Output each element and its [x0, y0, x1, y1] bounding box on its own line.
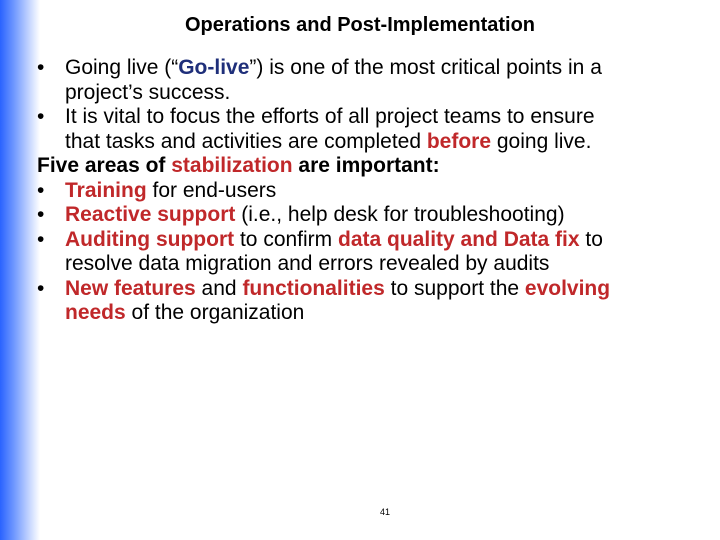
text-segment: It is vital to focus the efforts of all project teams to ensure: [65, 105, 595, 128]
bullet-focus-efforts: [37, 105, 697, 130]
highlight-go-live: Go-live: [178, 56, 250, 79]
bullet-dot: •: [37, 276, 45, 300]
bullet-dot: •: [37, 203, 45, 226]
area-new-features-continuation: [37, 301, 697, 326]
text-segment: Going live (“: [65, 56, 179, 79]
area-new-features: [37, 277, 697, 302]
bullet-go-live-continuation: [37, 81, 697, 106]
highlight-training: Training: [65, 178, 147, 202]
page-number: 41: [379, 507, 390, 517]
highlight-functionalities: functionalities: [242, 276, 385, 300]
left-gradient-bar: [0, 0, 40, 540]
text-segment: ”) is one of the most critical points in a: [249, 56, 602, 79]
highlight-evolving: evolving: [524, 276, 611, 300]
bullet-go-live: [37, 56, 697, 81]
text-segment: to support the: [384, 276, 525, 300]
highlight-auditing-support: Auditing support: [65, 227, 235, 251]
slide-body: [37, 56, 697, 326]
highlight-reactive-support: Reactive support: [65, 203, 236, 226]
text-segment: project’s success.: [65, 80, 231, 104]
text-segment: going live.: [491, 129, 592, 153]
text-segment: to confirm: [234, 227, 339, 251]
area-auditing-support-continuation: [37, 252, 697, 277]
bullet-dot: •: [37, 105, 45, 128]
bullet-dot: •: [37, 56, 45, 79]
bullet-dot: •: [37, 227, 45, 251]
areas-intro: [37, 154, 697, 179]
area-auditing-support: [37, 228, 697, 253]
text-segment: that tasks and activities are completed: [65, 129, 427, 153]
area-training: [37, 179, 697, 204]
slide-title: Operations and Post-Implementation: [184, 14, 536, 36]
highlight-stabilization: stabilization: [171, 154, 293, 177]
text-segment: resolve data migration and errors revealed by audits: [65, 252, 550, 275]
text-segment: (i.e., help desk for troubleshooting): [235, 203, 565, 226]
text-segment: are important:: [292, 154, 440, 177]
text-segment: to: [579, 227, 603, 251]
text-segment: and: [195, 276, 243, 300]
text-segment: Five areas of: [37, 154, 172, 177]
highlight-new-features: New features: [65, 276, 196, 300]
bullet-focus-efforts-continuation: [37, 130, 697, 155]
text-segment: for end-users: [146, 178, 277, 202]
text-segment: of the organization: [125, 301, 305, 324]
highlight-needs: needs: [65, 301, 126, 324]
highlight-before: before: [426, 129, 492, 153]
highlight-data-quality: data quality and Data fix: [338, 227, 580, 251]
bullet-dot: •: [37, 178, 45, 202]
area-reactive-support: [37, 203, 697, 228]
